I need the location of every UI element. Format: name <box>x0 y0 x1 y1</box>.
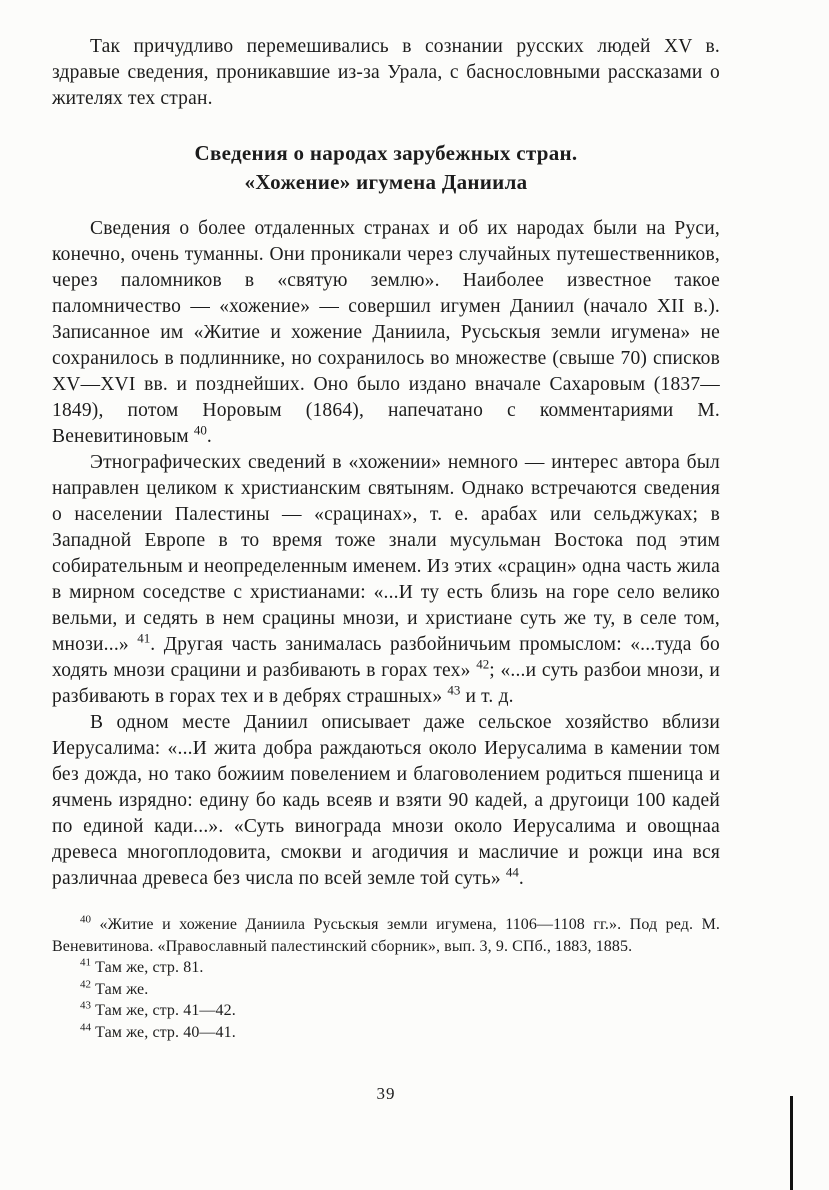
paragraph-2-segment-2: . Другая часть занималась разбойничьим промыслом: «...туда бо ходять мнози срацини и разбивають в горах тех» <box>52 634 721 681</box>
footnote-ref-43: 43 <box>447 682 461 698</box>
footnote-43 <box>52 1000 720 1022</box>
paragraph-2-segment-1: Этнографических сведений в «хожении» немного — интерес автора был направлен целиком к христианским святыням. Однако встречаются сведения о населении Палестины — «срацинах», т. е. арабах или сельджуках; в Западной Европе в то время тоже знали мусульман Востока под этим собирательным и неопределенным именем. Из этих «срацин» одна часть жила в мирном соседстве с христианами: «...И ту есть близь на горе село велико вельми, и седять в нем срацины мнози, и христиане суть же ту, в селе том, мнози...» <box>52 452 720 655</box>
page-number: 39 <box>376 1084 396 1103</box>
footnote-41-text: Там же, стр. 81. <box>91 959 204 976</box>
footnote-44 <box>52 1022 720 1044</box>
footnote-41 <box>52 957 720 979</box>
footnote-42 <box>52 979 720 1001</box>
footnotes-block <box>52 914 720 1043</box>
footnote-40 <box>52 914 720 957</box>
footnote-42-number: 42 <box>80 978 91 991</box>
paragraph-intro <box>52 34 720 112</box>
section-heading-line-2: «Хожение» игумена Даниила <box>244 170 528 194</box>
page-content <box>52 34 720 1043</box>
footnote-41-number: 41 <box>80 956 91 969</box>
footnote-ref-44: 44 <box>505 864 519 880</box>
footnote-44-number: 44 <box>80 1021 91 1034</box>
footnote-44-text: Там же, стр. 40—41. <box>91 1023 236 1041</box>
footnote-42-text: Там же. <box>91 980 149 998</box>
footnote-ref-41: 41 <box>137 630 151 646</box>
footnote-43-text: Там же, стр. 41—42. <box>91 1002 236 1019</box>
footnote-43-number: 43 <box>80 999 91 1012</box>
footnote-40-number: 40 <box>80 913 91 926</box>
section-heading <box>52 139 720 197</box>
paragraph-intro-text: Так причудливо перемешивались в сознании русских людей XV в. здравые сведения, проникавшие из-за Урала, с баснословными рассказами о жителях тех стран. <box>52 36 720 109</box>
paragraph-1-text: Сведения о более отдаленных странах и об их народах были на Руси, конечно, очень туманны. Они проникали через случайных путешественников, через паломников в «святую землю». Наиболее известное такое паломничество — «хожение» — совершил игумен Даниил (начало XII в.). Записанное им «Житие и хожение Даниила, Русьскыя земли игумена» не сохранилось в подлиннике, но сохранилось во множестве (свыше 70) списков XV—XVI вв. и позднейших. Оно было издано вначале Сахаровым (1837—1849), потом Норовым (1864), напечатано с комментариями М. Веневитиновым <box>52 218 720 447</box>
scan-artifact-line <box>790 1096 793 1190</box>
paragraph-3-segment-1: В одном месте Даниил описывает даже сельское хозяйство вблизи Иерусалима: «...И жита добра раждаються около Иерусалима в камении том без дожда, но тако божиим повелением и благоволением родиться пшеница и ячмень изрядно: едину бо кадь всеяв и взяти 90 кадей, а другоици 100 кадей по единой кади...». «Суть винограда мнози около Иерусалима и овощнаа древеса многоплодовита, смокви и агодичия и масличие и рожци ина вся различнаа древеса без числа по всей земле той суть» <box>52 712 720 889</box>
footnote-ref-40: 40 <box>193 422 207 438</box>
paragraph-2-segment-4: и т. д. <box>460 686 514 707</box>
footnote-ref-42: 42 <box>476 656 490 672</box>
section-heading-line-1: Сведения о народах зарубежных стран. <box>194 141 578 165</box>
paragraph-3 <box>52 710 720 892</box>
paragraph-1 <box>52 216 720 450</box>
paragraph-2-segment-3: ; «...и суть разбои мнози, и разбивають в горах тех и в дебрях страшных» <box>52 660 720 707</box>
paragraph-2 <box>52 450 720 710</box>
footnote-40-text: «Житие и хожение Даниила Русьскыя земли игумена, 1106—1108 гг.». Под ред. М. Веневитинова. «Православный палестинский сборник», вып. 3, 9. СПб., 1883, 1885. <box>52 916 720 955</box>
paragraph-3-tail: . <box>518 868 524 889</box>
paragraph-1-tail: . <box>206 426 212 447</box>
